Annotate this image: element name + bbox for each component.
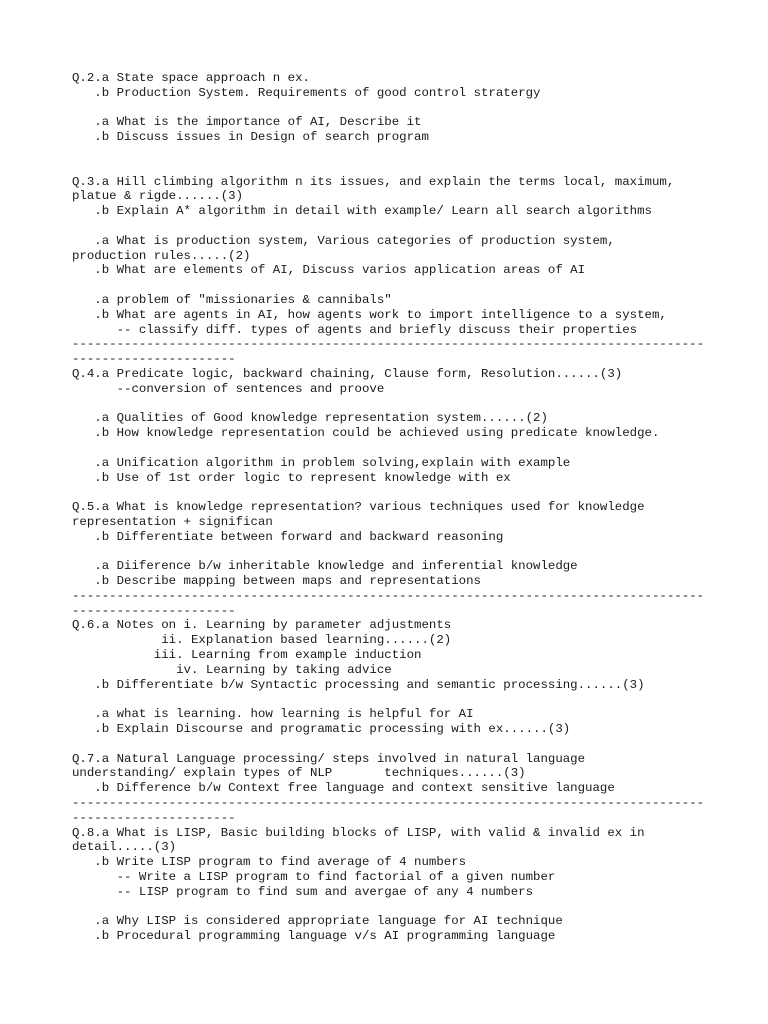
text-line: .a problem of "missionaries & cannibals" — [72, 292, 392, 307]
text-line: platue & rigde......(3) — [72, 189, 244, 204]
blank-line — [72, 101, 712, 116]
question-line: Q.6.a Notes on i. Learning by parameter adjustments — [72, 618, 452, 633]
text-line: .b How knowledge representation could be achieved using predicate knowledge. — [72, 426, 660, 441]
separator-line: ---------------------- — [72, 810, 236, 825]
text-line: detail.....(3) — [72, 840, 177, 855]
text-line: iv. Learning by taking advice — [72, 662, 392, 677]
text-line: .a What is production system, Various categories of production system, — [72, 233, 615, 248]
separator-line: ------------------------------------------------------------------------------------- — [72, 796, 705, 811]
text-line: .b Procedural programming language v/s AI programming language — [72, 929, 556, 944]
text-line: .b Discuss issues in Design of search program — [72, 130, 429, 145]
text-line: .b Explain Discourse and programatic processing with ex......(3) — [72, 722, 571, 737]
text-line: .b Use of 1st order logic to represent knowledge with ex — [72, 470, 511, 485]
question-line: Q.7.a Natural Language processing/ steps involved in natural language — [72, 751, 586, 766]
text-line: .a What is the importance of AI, Describe it — [72, 115, 422, 130]
text-line: .b Difference b/w Context free language and context sensitive language — [72, 781, 615, 796]
text-line: .b What are elements of AI, Discuss varios application areas of AI — [72, 263, 586, 278]
text-line: .b Describe mapping between maps and representations — [72, 574, 481, 589]
text-line: production rules.....(2) — [72, 248, 251, 263]
question-line: Q.3.a Hill climbing algorithm n its issues, and explain the terms local, maximum, — [72, 174, 675, 189]
text-line: .b Differentiate between forward and backward reasoning — [72, 529, 504, 544]
blank-line — [72, 545, 712, 560]
blank-line — [72, 145, 712, 160]
blank-line — [72, 219, 712, 234]
text-line: .a Diiference b/w inheritable knowledge and inferential knowledge — [72, 559, 578, 574]
text-line: .b Write LISP program to find average of 4 numbers — [72, 855, 467, 870]
separator-line: ------------------------------------------------------------------------------------- — [72, 588, 705, 603]
text-line: .b Production System. Requirements of good control stratergy — [72, 85, 541, 100]
text-line: understanding/ explain types of NLP techniques......(3) — [72, 766, 526, 781]
blank-line — [72, 441, 712, 456]
question-line: Q.8.a What is LISP, Basic building blocks of LISP, with valid & invalid ex in — [72, 825, 645, 840]
blank-line — [72, 900, 712, 915]
separator-line: ------------------------------------------------------------------------------------- — [72, 337, 705, 352]
question-line: Q.5.a What is knowledge representation? various techniques used for knowledge — [72, 500, 645, 515]
blank-line — [72, 737, 712, 752]
blank-line — [72, 692, 712, 707]
blank-line — [72, 485, 712, 500]
text-line: .b Differentiate b/w Syntactic processing and semantic processing......(3) — [72, 677, 645, 692]
text-line: iii. Learning from example induction — [72, 648, 422, 663]
question-document — [72, 71, 712, 944]
text-line: .a what is learning. how learning is helpful for AI — [72, 707, 474, 722]
text-line: .b What are agents in AI, how agents work to import intelligence to a system, — [72, 307, 667, 322]
text-line: -- classify diff. types of agents and briefly discuss their properties — [72, 322, 638, 337]
blank-line — [72, 397, 712, 412]
separator-line: ---------------------- — [72, 352, 236, 367]
text-line: .a Unification algorithm in problem solving,explain with example — [72, 455, 571, 470]
text-line: --conversion of sentences and proove — [72, 381, 385, 396]
separator-line: ---------------------- — [72, 603, 236, 618]
question-line: Q.4.a Predicate logic, backward chaining, Clause form, Resolution......(3) — [72, 366, 623, 381]
text-line: -- Write a LISP program to find factorial of a given number — [72, 870, 556, 885]
blank-line — [72, 160, 712, 175]
text-line: .a Qualities of Good knowledge representation system......(2) — [72, 411, 548, 426]
text-line: -- LISP program to find sum and avergae of any 4 numbers — [72, 884, 534, 899]
text-line: .a Why LISP is considered appropriate language for AI technique — [72, 914, 563, 929]
text-line: ii. Explanation based learning......(2) — [72, 633, 452, 648]
text-line: representation + significan — [72, 514, 273, 529]
text-line: .b Explain A* algorithm in detail with example/ Learn all search algorithms — [72, 204, 652, 219]
blank-line — [72, 278, 712, 293]
question-line: Q.2.a State space approach n ex. — [72, 71, 310, 85]
